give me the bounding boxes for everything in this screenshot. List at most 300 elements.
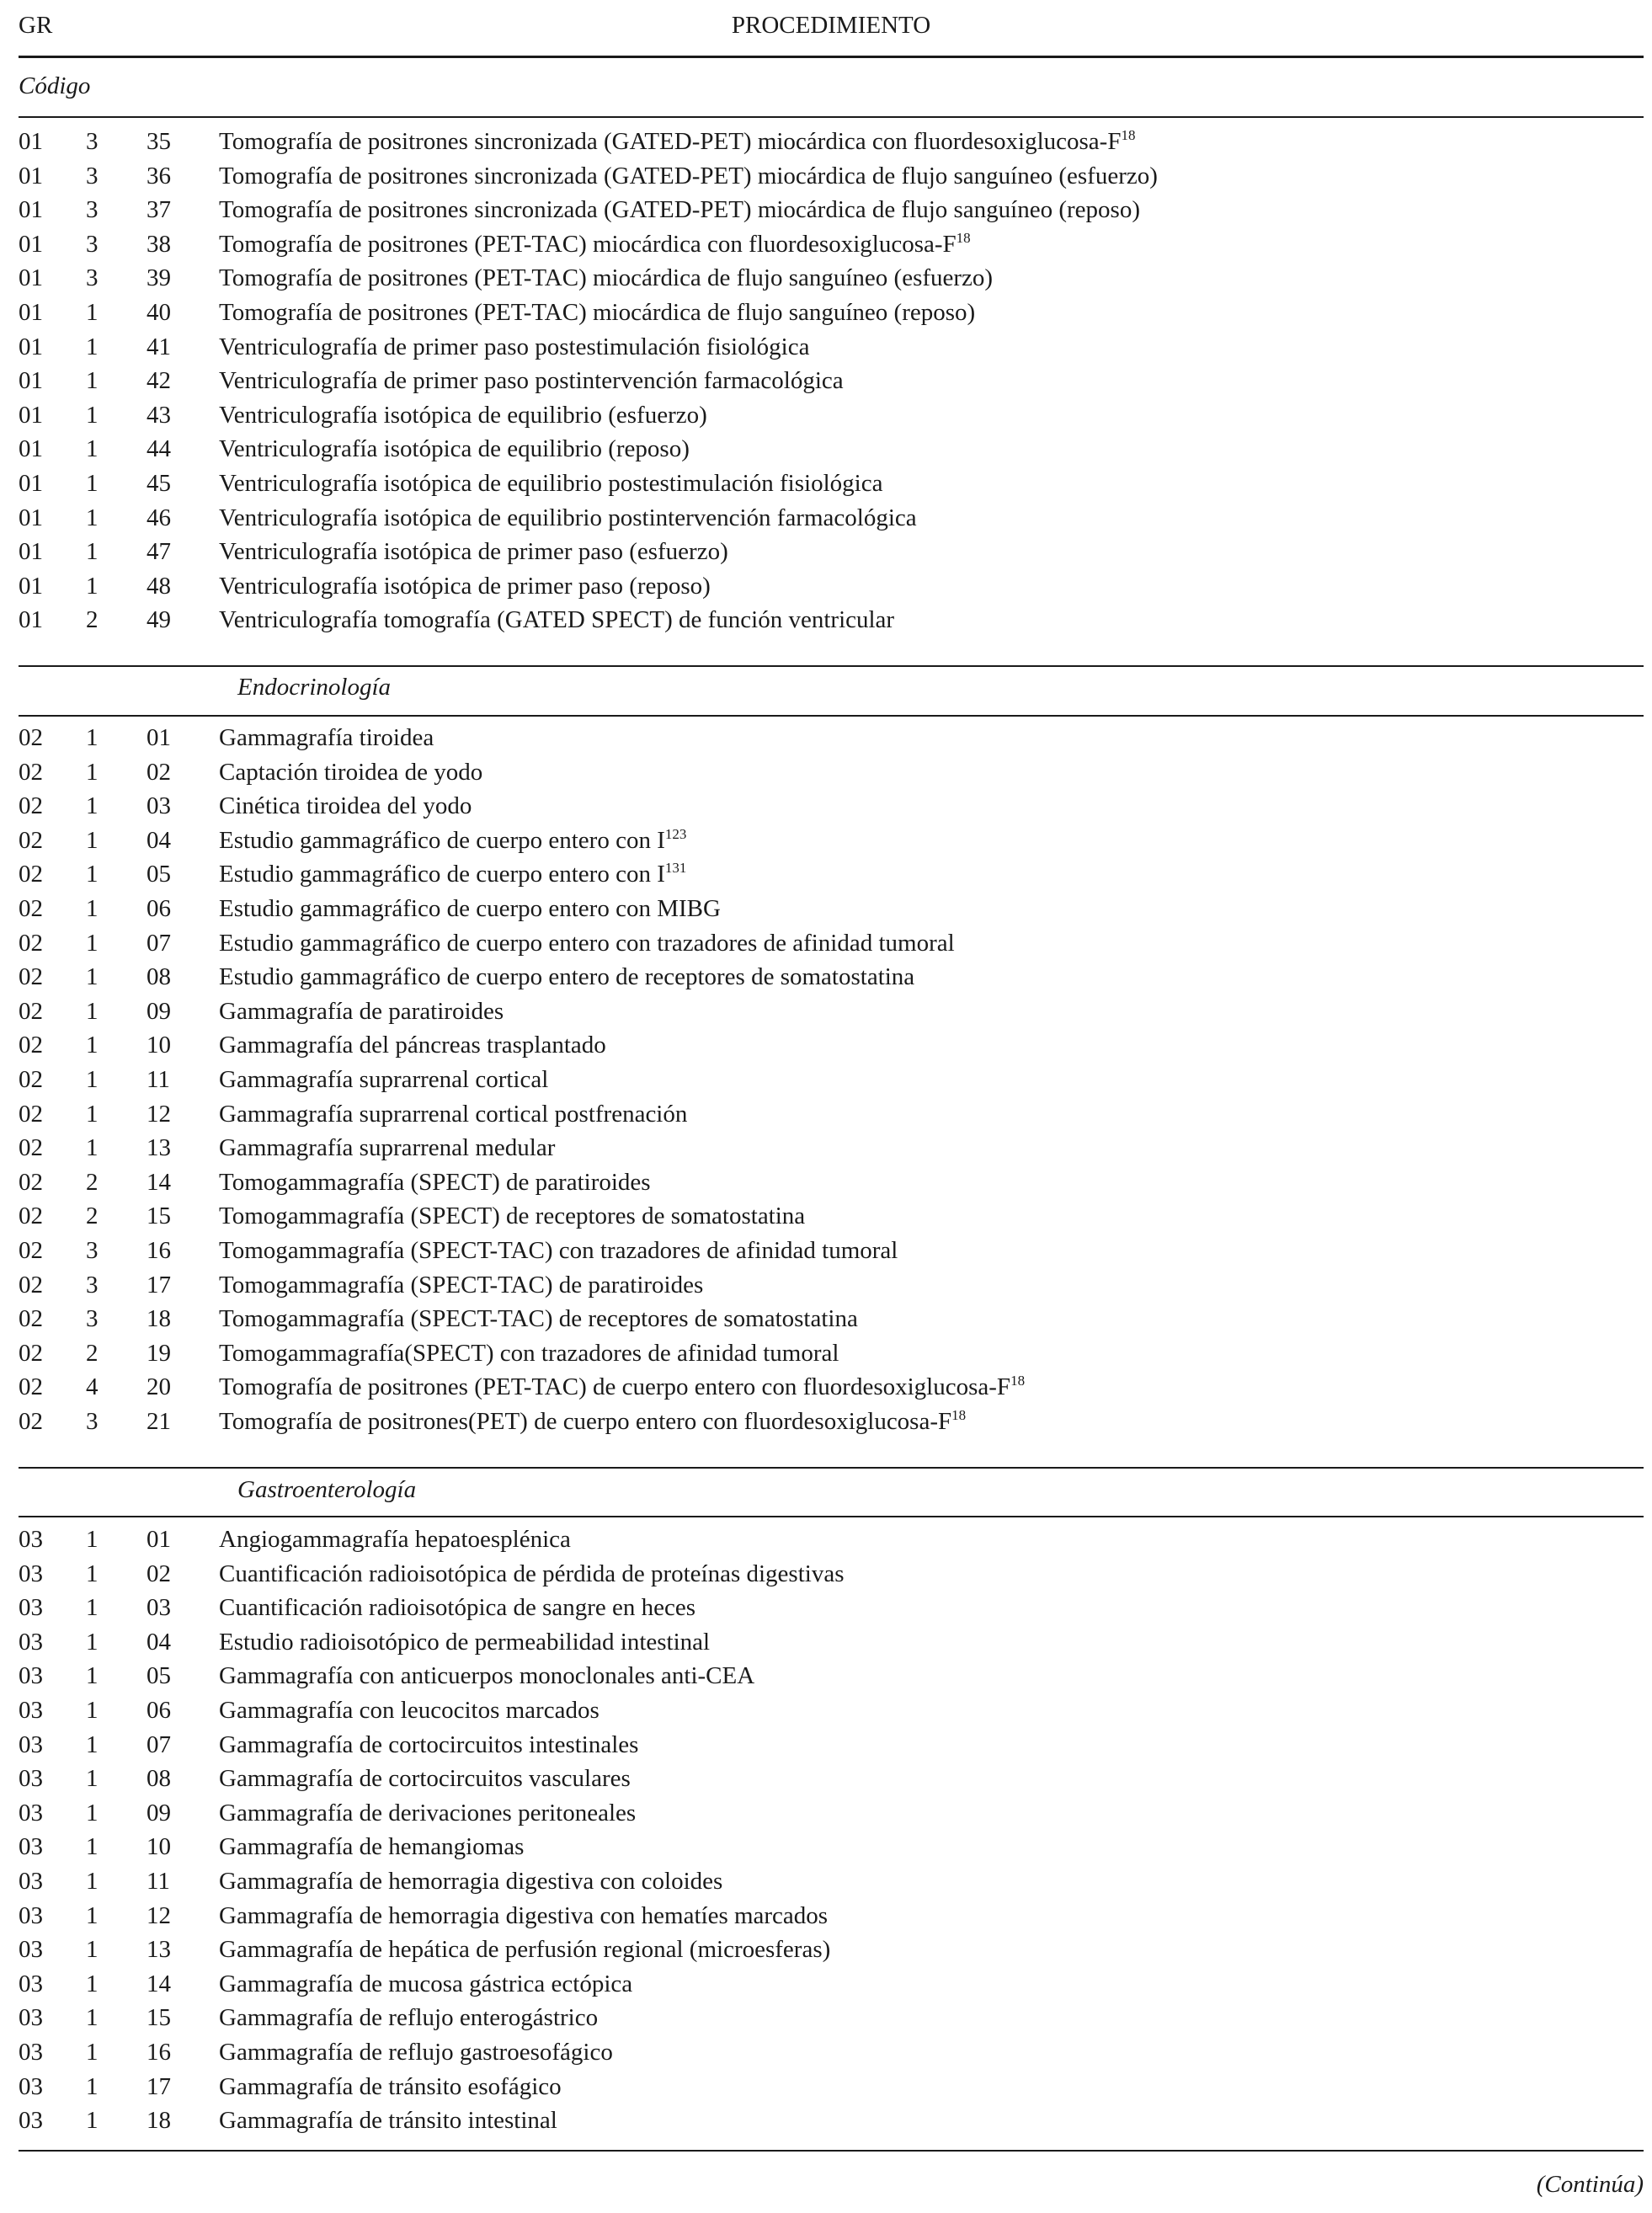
table-row	[19, 824, 1644, 858]
item-code: 10	[147, 1833, 171, 1861]
group-code: 03	[19, 1696, 43, 1724]
table-row	[19, 1370, 1644, 1405]
procedure-name	[219, 824, 686, 861]
level-code: 3	[86, 230, 99, 258]
item-code: 38	[147, 230, 171, 258]
procedure-text: Estudio radioisotópico de permeabilidad intestinal	[219, 1628, 711, 1656]
procedure-text: Tomogammagrafía(SPECT) con trazadores de afinidad tumoral	[219, 1339, 839, 1367]
procedure-text: Gammagrafía de hemorragia digestiva con hematíes marcados	[219, 1901, 829, 1929]
item-code: 14	[147, 1970, 171, 1997]
procedure-name	[219, 1796, 636, 1831]
item-code: 12	[147, 1100, 171, 1128]
level-code: 1	[86, 1833, 99, 1861]
table-row	[19, 755, 1644, 790]
procedure-name	[219, 330, 809, 365]
group-code: 03	[19, 1560, 43, 1587]
table-row	[19, 1557, 1644, 1592]
procedure-name	[219, 398, 707, 433]
group-code: 03	[19, 1594, 43, 1622]
group-code: 02	[19, 1236, 43, 1264]
procedure-name	[219, 1967, 632, 2002]
level-code: 1	[86, 997, 99, 1025]
procedure-name	[219, 755, 482, 790]
procedure-text: Gammagrafía de hemorragia digestiva con coloides	[219, 1867, 723, 1895]
procedure-name	[219, 1728, 638, 1762]
table-row	[19, 1933, 1644, 1967]
procedure-text: Estudio gammagráfico de cuerpo entero con MIBG	[219, 894, 721, 922]
table-row	[19, 857, 1644, 892]
procedure-text: Estudio gammagráfico de cuerpo entero con I	[219, 861, 665, 888]
procedure-text: Tomogammagrafía (SPECT-TAC) con trazadores de afinidad tumoral	[219, 1236, 898, 1264]
procedure-name	[219, 1370, 1025, 1408]
group-code: 01	[19, 538, 43, 566]
item-code: 40	[147, 298, 171, 326]
item-code: 47	[147, 538, 171, 566]
table-row	[19, 789, 1644, 824]
procedure-text: Gammagrafía de hemangiomas	[219, 1833, 525, 1861]
item-code: 03	[147, 792, 171, 820]
procedure-text: Gammagrafía de hepática de perfusión regional (microesferas)	[219, 1936, 831, 1964]
procedure-text: Tomografía de positrones (PET-TAC) miocárdica de flujo sanguíneo (esfuerzo)	[219, 264, 994, 292]
group-code: 01	[19, 367, 43, 395]
procedure-text: Gammagrafía de mucosa gástrica ectópica	[219, 1970, 633, 1997]
procedure-name	[219, 1762, 631, 1796]
procedure-text: Gammagrafía suprarrenal medular	[219, 1134, 556, 1162]
level-code: 2	[86, 1339, 99, 1367]
procedure-name	[219, 1591, 695, 1625]
procedure-name	[219, 296, 975, 330]
table-row	[19, 1063, 1644, 1097]
group-code: 03	[19, 1662, 43, 1690]
level-code: 1	[86, 1799, 99, 1826]
group-code: 02	[19, 1373, 43, 1401]
level-code: 1	[86, 469, 99, 497]
table-row	[19, 1131, 1644, 1165]
level-code: 1	[86, 2072, 99, 2100]
table-row	[19, 125, 1644, 159]
procedure-text: Gammagrafía de reflujo gastroesofágico	[219, 2038, 613, 2066]
procedure-text: Gammagrafía de reflujo enterogástrico	[219, 2004, 599, 2032]
group-code: 03	[19, 2072, 43, 2100]
table-row	[19, 1165, 1644, 1200]
procedure-name	[219, 227, 971, 265]
level-code: 4	[86, 1373, 99, 1401]
item-code: 08	[147, 1765, 171, 1793]
procedure-name	[219, 1830, 524, 1864]
level-code: 1	[86, 2038, 99, 2066]
procedure-text: Gammagrafía suprarrenal cortical	[219, 1065, 549, 1093]
rule	[19, 116, 1644, 118]
table-row	[19, 1268, 1644, 1303]
group-code: 02	[19, 1271, 43, 1298]
group-code: 01	[19, 469, 43, 497]
table-row	[19, 501, 1644, 536]
header-gr: GR	[19, 12, 53, 39]
procedure-text: Tomogammagrafía (SPECT) de receptores de somatostatina	[219, 1202, 806, 1230]
procedure-text: Ventriculografía tomografía (GATED SPECT) de función ventricular	[219, 606, 895, 634]
level-code: 1	[86, 1696, 99, 1724]
item-code: 19	[147, 1339, 171, 1367]
isotope-superscript: 18	[1010, 1373, 1026, 1389]
item-code: 01	[147, 724, 171, 751]
procedure-text: Cinética tiroidea del yodo	[219, 792, 472, 820]
procedure-text: Tomografía de positrones sincronizada (GATED-PET) miocárdica con fluordesoxiglucosa-F	[219, 128, 1122, 155]
item-code: 13	[147, 1936, 171, 1964]
level-code: 1	[86, 1560, 99, 1587]
procedure-name	[219, 569, 711, 604]
procedure-name	[219, 432, 690, 467]
group-code: 03	[19, 1765, 43, 1793]
group-code: 02	[19, 1339, 43, 1367]
group-code: 02	[19, 1065, 43, 1093]
group-code: 02	[19, 1168, 43, 1196]
procedure-name	[219, 535, 728, 569]
group-code: 02	[19, 963, 43, 991]
item-code: 08	[147, 963, 171, 991]
level-code: 1	[86, 1936, 99, 1964]
procedure-text: Gammagrafía con anticuerpos monoclonales anti-CEA	[219, 1662, 755, 1690]
procedure-name	[219, 960, 914, 995]
item-code: 16	[147, 1236, 171, 1264]
item-code: 13	[147, 1134, 171, 1162]
procedure-name	[219, 1268, 703, 1303]
level-code: 1	[86, 1970, 99, 1997]
codigo-label: Código	[19, 72, 91, 99]
item-code: 17	[147, 1271, 171, 1298]
table-row	[19, 1830, 1644, 1864]
group-code: 03	[19, 1526, 43, 1553]
section-endocrinologia-rows	[19, 721, 1644, 1438]
group-code: 01	[19, 401, 43, 429]
table-row	[19, 398, 1644, 433]
item-code: 42	[147, 367, 171, 395]
table-row	[19, 1967, 1644, 2002]
item-code: 43	[147, 401, 171, 429]
procedure-text: Captación tiroidea de yodo	[219, 758, 483, 786]
procedure-name	[219, 995, 504, 1029]
table-row	[19, 432, 1644, 467]
rule	[19, 1516, 1644, 1517]
item-code: 18	[147, 1305, 171, 1333]
item-code: 10	[147, 1032, 171, 1059]
procedure-text: Ventriculografía isotópica de equilibrio postestimulación fisiológica	[219, 469, 883, 497]
rule	[19, 715, 1644, 717]
table-row	[19, 330, 1644, 365]
level-code: 1	[86, 1867, 99, 1895]
table-row	[19, 1796, 1644, 1831]
level-code: 1	[86, 2004, 99, 2032]
table-row	[19, 159, 1644, 194]
group-code: 02	[19, 724, 43, 751]
procedure-text: Ventriculografía de primer paso postestimulación fisiológica	[219, 333, 810, 360]
item-code: 15	[147, 2004, 171, 2032]
procedure-name	[219, 721, 434, 755]
group-code: 02	[19, 997, 43, 1025]
table-row	[19, 1762, 1644, 1796]
procedure-name	[219, 1899, 828, 1933]
isotope-superscript: 18	[956, 229, 971, 246]
group-code: 03	[19, 1867, 43, 1895]
group-code: 01	[19, 162, 43, 189]
table-row	[19, 1522, 1644, 1557]
procedure-text: Gammagrafía de cortocircuitos vasculares	[219, 1765, 631, 1793]
procedure-name	[219, 501, 917, 536]
level-code: 1	[86, 1134, 99, 1162]
procedure-text: Ventriculografía isotópica de equilibrio (reposo)	[219, 435, 690, 463]
group-code: 02	[19, 1305, 43, 1333]
section-title-endocrinologia: Endocrinología	[237, 674, 392, 701]
procedure-name	[219, 603, 894, 637]
item-code: 04	[147, 1628, 171, 1656]
table-row	[19, 1625, 1644, 1660]
item-code: 44	[147, 435, 171, 463]
procedure-name	[219, 1165, 651, 1200]
table-row	[19, 296, 1644, 330]
level-code: 1	[86, 861, 99, 888]
procedure-text: Ventriculografía isotópica de equilibrio postintervención farmacológica	[219, 504, 917, 531]
procedure-text: Gammagrafía de tránsito esofágico	[219, 2072, 562, 2100]
procedure-text: Ventriculografía isotópica de primer paso (esfuerzo)	[219, 538, 728, 566]
group-code: 02	[19, 894, 43, 922]
level-code: 3	[86, 1305, 99, 1333]
item-code: 41	[147, 333, 171, 360]
level-code: 1	[86, 572, 99, 600]
section-gastroenterologia-rows	[19, 1522, 1644, 2138]
level-code: 1	[86, 435, 99, 463]
item-code: 16	[147, 2038, 171, 2066]
level-code: 1	[86, 724, 99, 751]
group-code: 03	[19, 1901, 43, 1929]
procedure-name	[219, 1557, 845, 1592]
continua-note: (Continúa)	[1536, 2171, 1644, 2198]
procedure-name	[219, 2070, 562, 2104]
level-code: 3	[86, 162, 99, 189]
procedure-name	[219, 193, 1140, 227]
isotope-superscript: 131	[664, 860, 687, 877]
level-code: 1	[86, 538, 99, 566]
item-code: 14	[147, 1168, 171, 1196]
group-code: 02	[19, 792, 43, 820]
procedure-name	[219, 1063, 548, 1097]
header-procedimiento: PROCEDIMIENTO	[731, 12, 931, 39]
procedure-text: Tomografía de positrones (PET-TAC) miocárdica de flujo sanguíneo (reposo)	[219, 298, 976, 326]
table-row	[19, 721, 1644, 755]
item-code: 35	[147, 128, 171, 155]
item-code: 06	[147, 1696, 171, 1724]
table-row	[19, 261, 1644, 296]
item-code: 48	[147, 572, 171, 600]
group-code: 03	[19, 2004, 43, 2032]
procedure-text: Tomogammagrafía (SPECT) de paratiroides	[219, 1168, 651, 1196]
item-code: 20	[147, 1373, 171, 1401]
level-code: 1	[86, 758, 99, 786]
table-row	[19, 535, 1644, 569]
level-code: 1	[86, 1628, 99, 1656]
procedure-text: Gammagrafía del páncreas trasplantado	[219, 1032, 606, 1059]
level-code: 3	[86, 1271, 99, 1298]
procedure-text: Ventriculografía de primer paso postintervención farmacológica	[219, 367, 844, 395]
group-code: 01	[19, 333, 43, 360]
group-code: 02	[19, 1032, 43, 1059]
table-row	[19, 1336, 1644, 1371]
item-code: 07	[147, 929, 171, 957]
procedure-text: Ventriculografía isotópica de equilibrio (esfuerzo)	[219, 401, 707, 429]
table-row	[19, 569, 1644, 604]
item-code: 02	[147, 758, 171, 786]
procedure-name	[219, 789, 472, 824]
isotope-superscript: 18	[951, 1406, 967, 1423]
item-code: 39	[147, 264, 171, 292]
procedure-name	[219, 261, 993, 296]
level-code: 1	[86, 1065, 99, 1093]
level-code: 2	[86, 606, 99, 634]
group-code: 02	[19, 758, 43, 786]
section-title-gastroenterologia: Gastroenterología	[237, 1476, 417, 1503]
group-code: 03	[19, 1799, 43, 1826]
item-code: 04	[147, 826, 171, 854]
table-row	[19, 1405, 1644, 1439]
group-code: 01	[19, 298, 43, 326]
procedure-name	[219, 1097, 687, 1132]
group-code: 03	[19, 1936, 43, 1964]
procedure-text: Tomografía de positrones sincronizada (GATED-PET) miocárdica de flujo sanguíneo (reposo)	[219, 196, 1140, 224]
table-row	[19, 1693, 1644, 1728]
level-code: 1	[86, 504, 99, 531]
group-code: 03	[19, 1833, 43, 1861]
group-code: 01	[19, 196, 43, 224]
table-row	[19, 2070, 1644, 2104]
procedure-text: Gammagrafía de paratiroides	[219, 997, 504, 1025]
item-code: 17	[147, 2072, 171, 2100]
item-code: 21	[147, 1407, 171, 1435]
rule	[19, 56, 1644, 58]
level-code: 3	[86, 1407, 99, 1435]
level-code: 1	[86, 929, 99, 957]
procedure-text: Gammagrafía suprarrenal cortical postfrenación	[219, 1100, 688, 1128]
procedure-text: Tomogammagrafía (SPECT-TAC) de receptores de somatostatina	[219, 1305, 858, 1333]
procedure-name	[219, 1199, 805, 1234]
procedure-name	[219, 1864, 722, 1899]
table-row	[19, 1864, 1644, 1899]
procedure-text: Cuantificación radioisotópica de pérdida de proteínas digestivas	[219, 1560, 845, 1587]
level-code: 1	[86, 1765, 99, 1793]
table-row	[19, 1728, 1644, 1762]
procedure-text: Tomografía de positrones sincronizada (GATED-PET) miocárdica de flujo sanguíneo (esfuerzo)	[219, 162, 1158, 189]
level-code: 1	[86, 367, 99, 395]
procedure-name	[219, 1659, 754, 1693]
level-code: 1	[86, 2107, 99, 2135]
level-code: 1	[86, 1100, 99, 1128]
group-code: 01	[19, 435, 43, 463]
procedure-name	[219, 1933, 830, 1967]
table-row	[19, 1899, 1644, 1933]
procedure-name	[219, 2104, 557, 2138]
group-code: 01	[19, 504, 43, 531]
procedure-name	[219, 1302, 858, 1336]
table-row	[19, 2001, 1644, 2035]
level-code: 2	[86, 1168, 99, 1196]
procedure-name	[219, 1625, 710, 1660]
procedure-name	[219, 926, 955, 961]
table-row	[19, 960, 1644, 995]
group-code: 01	[19, 572, 43, 600]
item-code: 15	[147, 1202, 171, 1230]
item-code: 37	[147, 196, 171, 224]
level-code: 3	[86, 196, 99, 224]
level-code: 3	[86, 128, 99, 155]
table-row	[19, 227, 1644, 262]
level-code: 1	[86, 401, 99, 429]
group-code: 02	[19, 1202, 43, 1230]
procedure-name	[219, 364, 844, 398]
item-code: 12	[147, 1901, 171, 1929]
group-code: 02	[19, 861, 43, 888]
item-code: 49	[147, 606, 171, 634]
item-code: 18	[147, 2107, 171, 2135]
procedure-text: Tomografía de positrones (PET-TAC) miocárdica con fluordesoxiglucosa-F	[219, 230, 957, 258]
procedure-name	[219, 125, 1135, 163]
table-header	[19, 12, 1644, 45]
table-row	[19, 1302, 1644, 1336]
level-code: 1	[86, 1594, 99, 1622]
level-code: 1	[86, 1032, 99, 1059]
group-code: 02	[19, 1100, 43, 1128]
group-code: 01	[19, 264, 43, 292]
level-code: 1	[86, 1526, 99, 1553]
table-row	[19, 1028, 1644, 1063]
table-row	[19, 995, 1644, 1029]
item-code: 07	[147, 1730, 171, 1758]
procedure-name	[219, 1234, 898, 1268]
item-code: 36	[147, 162, 171, 189]
procedure-name	[219, 1522, 571, 1557]
procedure-name	[219, 857, 686, 895]
rule	[19, 1467, 1644, 1469]
procedure-text: Angiogammagrafía hepatoesplénica	[219, 1526, 571, 1553]
item-code: 03	[147, 1594, 171, 1622]
item-code: 09	[147, 1799, 171, 1826]
group-code: 03	[19, 2107, 43, 2135]
isotope-superscript: 18	[1121, 127, 1136, 143]
item-code: 06	[147, 894, 171, 922]
procedure-text: Gammagrafía con leucocitos marcados	[219, 1696, 600, 1724]
group-code: 02	[19, 929, 43, 957]
group-code: 02	[19, 1407, 43, 1435]
procedure-name	[219, 467, 882, 501]
procedure-text: Estudio gammagráfico de cuerpo entero de receptores de somatostatina	[219, 963, 915, 991]
group-code: 02	[19, 1134, 43, 1162]
level-code: 3	[86, 1236, 99, 1264]
procedure-name	[219, 159, 1158, 194]
procedure-name	[219, 1028, 606, 1063]
table-row	[19, 1097, 1644, 1132]
procedure-text: Gammagrafía de derivaciones peritoneales	[219, 1799, 637, 1826]
table-row	[19, 603, 1644, 637]
item-code: 05	[147, 861, 171, 888]
group-code: 01	[19, 230, 43, 258]
level-code: 1	[86, 826, 99, 854]
procedure-name	[219, 1693, 600, 1728]
procedure-name	[219, 1336, 839, 1371]
procedure-text: Tomogammagrafía (SPECT-TAC) de paratiroides	[219, 1271, 704, 1298]
procedure-text: Estudio gammagráfico de cuerpo entero con trazadores de afinidad tumoral	[219, 929, 955, 957]
document-page	[19, 0, 1644, 2213]
section-cardiologia-rows	[19, 125, 1644, 637]
level-code: 1	[86, 1901, 99, 1929]
table-row	[19, 1199, 1644, 1234]
procedure-text: Gammagrafía de cortocircuitos intestinales	[219, 1730, 639, 1758]
group-code: 03	[19, 1730, 43, 1758]
